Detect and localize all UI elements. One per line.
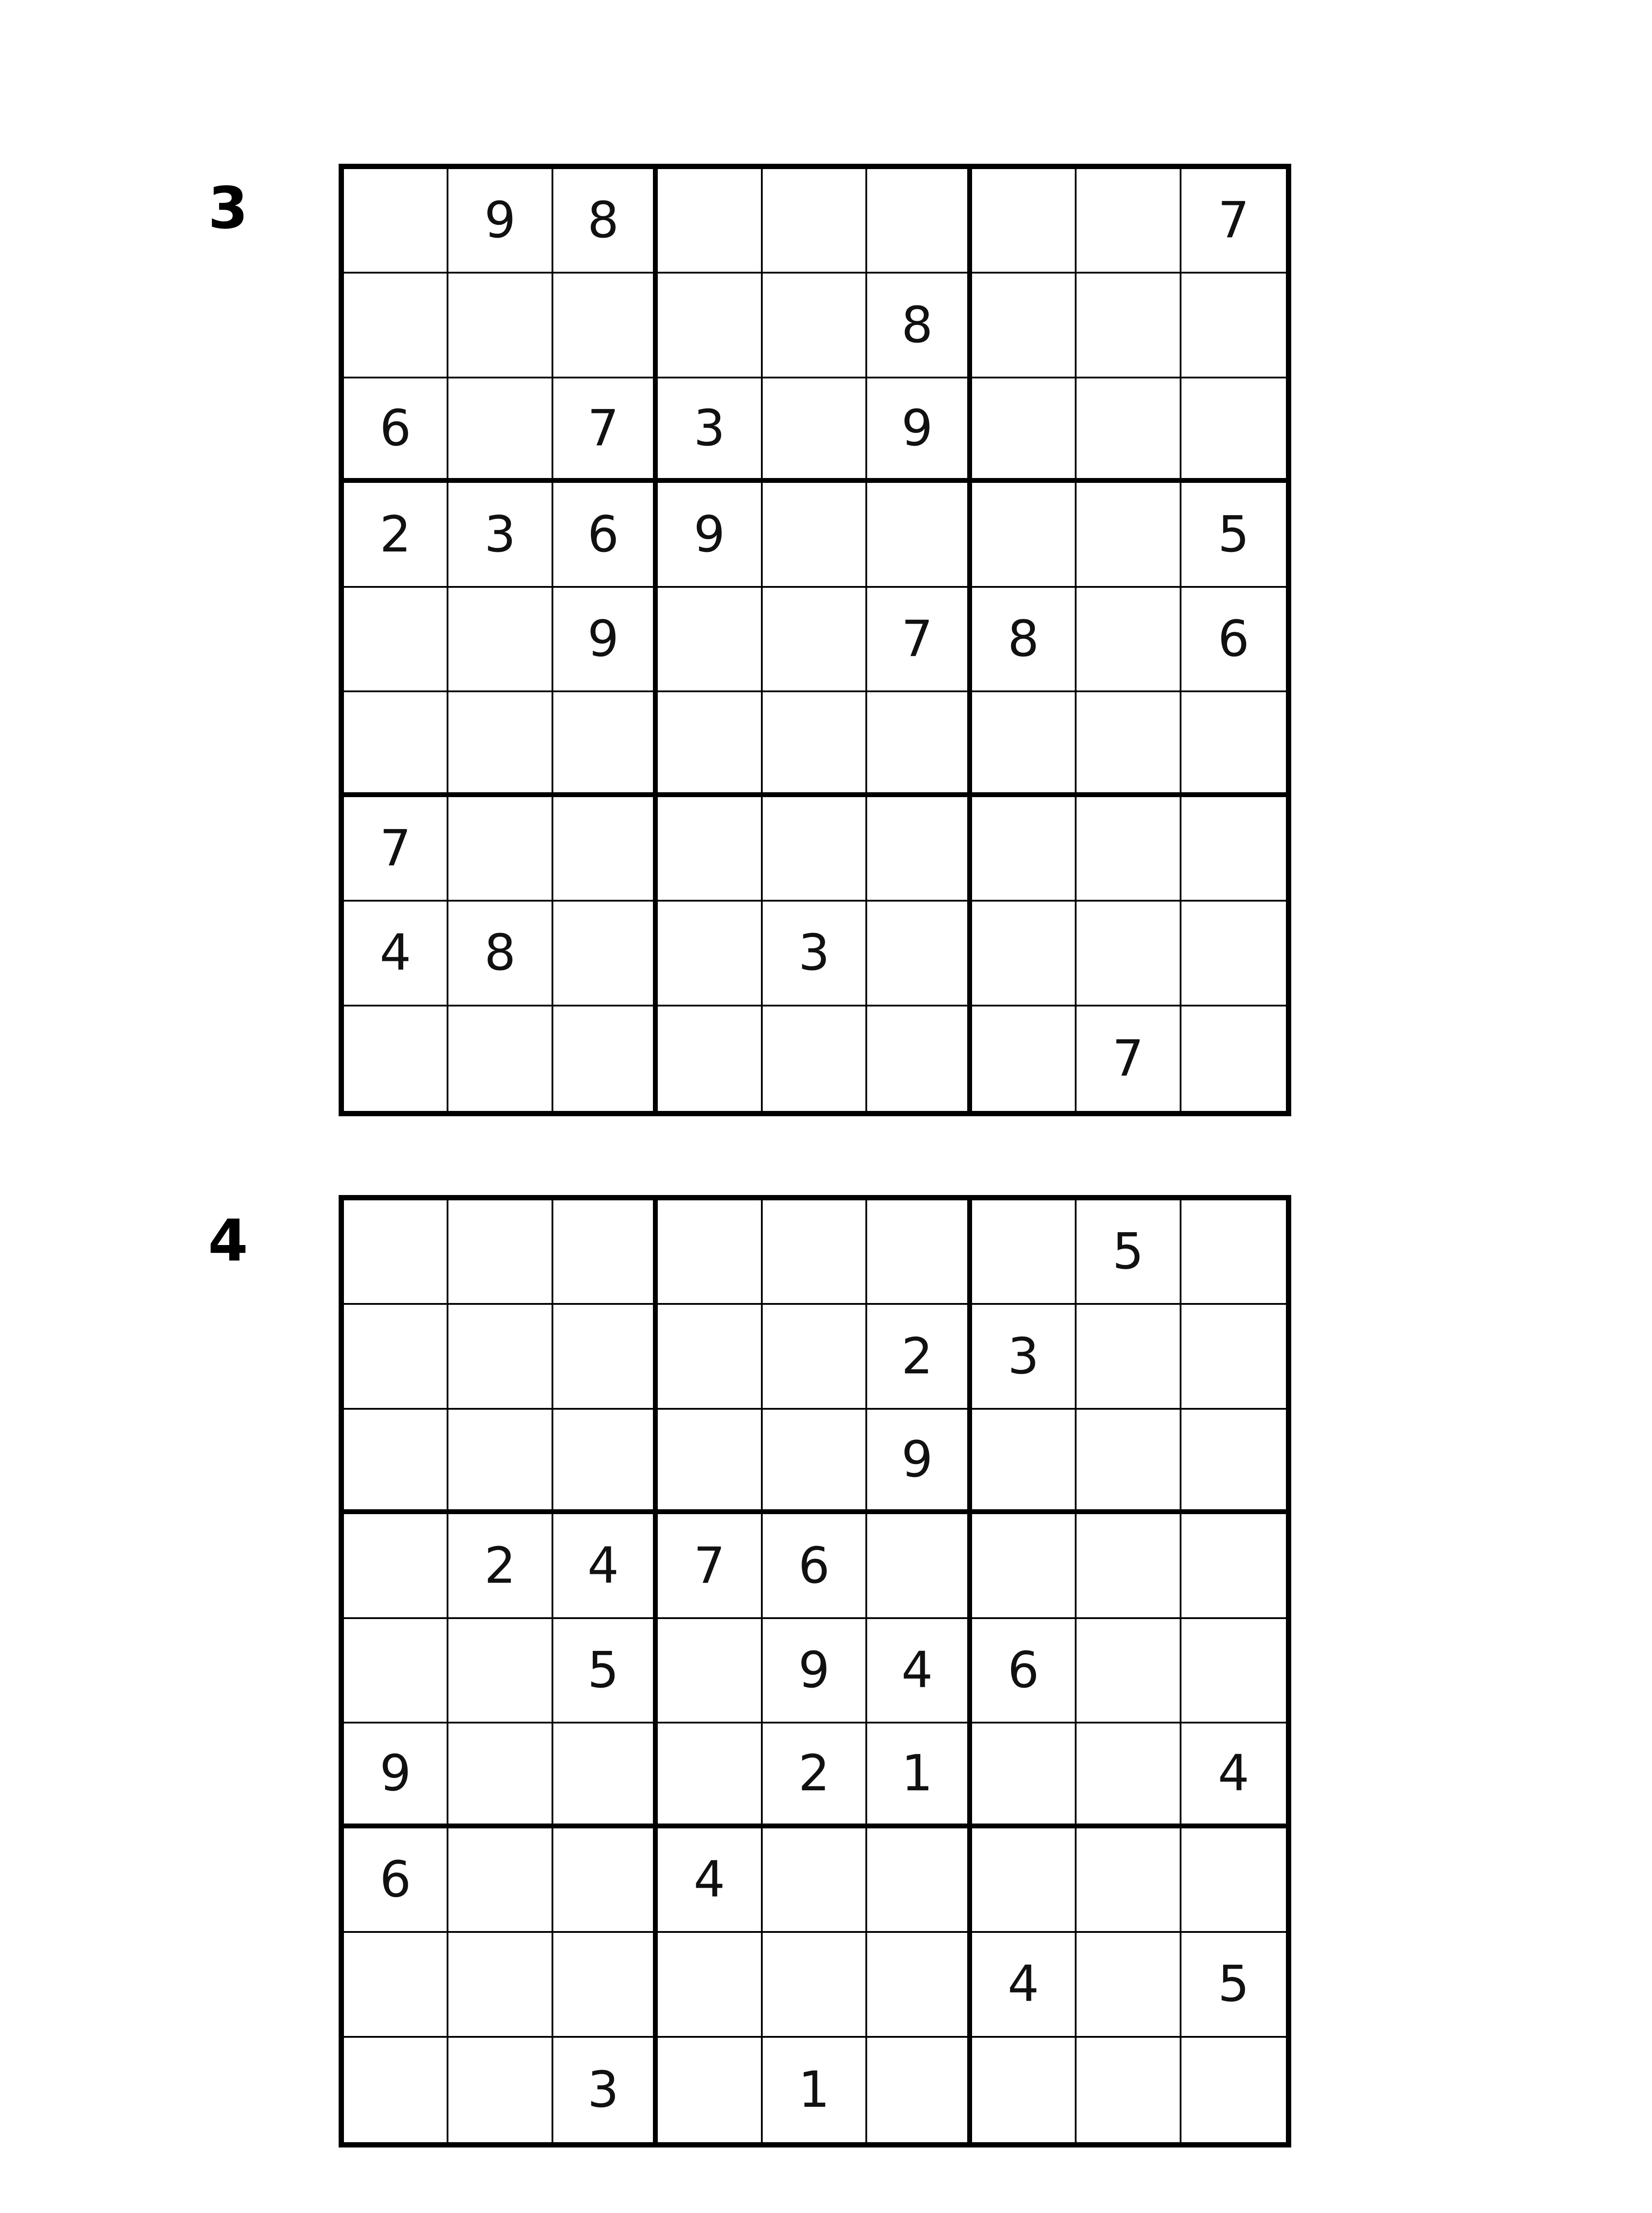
sudoku-cell	[344, 169, 448, 274]
sudoku-cell	[658, 1200, 762, 1305]
sudoku-cell	[1077, 1514, 1181, 1619]
sudoku-cell	[344, 2038, 448, 2142]
sudoku-cell	[867, 1514, 972, 1619]
sudoku-cell	[448, 1723, 553, 1828]
sudoku-cell	[448, 1305, 553, 1409]
sudoku-grid	[339, 164, 1291, 1116]
sudoku-cell	[763, 1410, 867, 1514]
sudoku-cell	[1077, 1619, 1181, 1723]
sudoku-cell	[658, 169, 762, 274]
sudoku-cell	[1077, 2038, 1181, 2142]
sudoku-cell: 6	[1181, 588, 1286, 692]
sudoku-cell	[344, 1933, 448, 2037]
sudoku-cell	[344, 1514, 448, 1619]
sudoku-cell: 5	[553, 1619, 658, 1723]
sudoku-cell	[1077, 1410, 1181, 1514]
sudoku-cell: 7	[867, 588, 972, 692]
sudoku-cell	[658, 692, 762, 797]
sudoku-cell	[867, 2038, 972, 2142]
sudoku-cell	[658, 1933, 762, 2037]
sudoku-cell	[344, 274, 448, 378]
sudoku-cell: 7	[344, 797, 448, 902]
sudoku-cell	[1077, 588, 1181, 692]
sudoku-cell: 2	[448, 1514, 553, 1619]
sudoku-cell: 1	[763, 2038, 867, 2142]
sudoku-cell	[448, 378, 553, 483]
sudoku-cell	[448, 1828, 553, 1933]
sudoku-cell	[1077, 1933, 1181, 2037]
sudoku-cell: 4	[553, 1514, 658, 1619]
sudoku-cell: 7	[658, 1514, 762, 1619]
sudoku-cell	[867, 1006, 972, 1111]
sudoku-cell	[1077, 797, 1181, 902]
sudoku-cell: 5	[1181, 483, 1286, 587]
sudoku-cell	[658, 274, 762, 378]
sudoku-cell	[972, 274, 1077, 378]
sudoku-cell	[553, 1828, 658, 1933]
sudoku-cell: 6	[344, 1828, 448, 1933]
sudoku-cell	[1181, 1619, 1286, 1723]
sudoku-cell	[1181, 902, 1286, 1006]
sudoku-cell	[553, 1200, 658, 1305]
sudoku-cell: 4	[344, 902, 448, 1006]
sudoku-cell	[553, 902, 658, 1006]
sudoku-cell	[344, 1006, 448, 1111]
sudoku-cell: 9	[867, 1410, 972, 1514]
sudoku-cell	[867, 1200, 972, 1305]
sudoku-cell: 9	[448, 169, 553, 274]
sudoku-cell	[658, 588, 762, 692]
sudoku-cell: 3	[658, 378, 762, 483]
sudoku-cell	[448, 588, 553, 692]
sudoku-cell	[448, 274, 553, 378]
sudoku-cell	[448, 2038, 553, 2142]
sudoku-cell	[658, 1006, 762, 1111]
sudoku-cell	[972, 1006, 1077, 1111]
sudoku-cell	[553, 274, 658, 378]
sudoku-cell	[867, 797, 972, 902]
sudoku-cell: 9	[553, 588, 658, 692]
sudoku-cell	[553, 1933, 658, 2037]
sudoku-cell	[972, 2038, 1077, 2142]
sudoku-cell: 9	[867, 378, 972, 483]
sudoku-cell	[1077, 902, 1181, 1006]
sudoku-cell	[1077, 378, 1181, 483]
sudoku-cell	[1181, 1828, 1286, 1933]
sudoku-cell	[553, 1006, 658, 1111]
sudoku-cell	[763, 169, 867, 274]
sudoku-cell	[658, 1305, 762, 1409]
sudoku-cell	[972, 797, 1077, 902]
sudoku-cell: 3	[972, 1305, 1077, 1409]
sudoku-cell	[1077, 1828, 1181, 1933]
sudoku-cell	[763, 1933, 867, 2037]
sudoku-cell: 5	[1181, 1933, 1286, 2037]
puzzle-number: 4	[208, 1207, 248, 1274]
sudoku-cell	[344, 692, 448, 797]
sudoku-cell	[1181, 797, 1286, 902]
sudoku-cell	[972, 902, 1077, 1006]
sudoku-cell	[763, 274, 867, 378]
sudoku-cell	[972, 378, 1077, 483]
sudoku-cell: 8	[448, 902, 553, 1006]
sudoku-cell	[344, 1305, 448, 1409]
sudoku-cell	[1181, 2038, 1286, 2142]
sudoku-cell	[344, 1410, 448, 1514]
sudoku-cell: 9	[658, 483, 762, 587]
sudoku-cell	[972, 169, 1077, 274]
sudoku-cell	[763, 1305, 867, 1409]
sudoku-cell	[658, 797, 762, 902]
sudoku-cell	[1077, 169, 1181, 274]
sudoku-cell	[867, 1933, 972, 2037]
sudoku-cell	[448, 1006, 553, 1111]
sudoku-cell	[972, 1514, 1077, 1619]
sudoku-cell	[867, 169, 972, 274]
sudoku-cell	[658, 1619, 762, 1723]
sudoku-cell	[1181, 378, 1286, 483]
sudoku-cell	[972, 1200, 1077, 1305]
sudoku-cell: 4	[1181, 1723, 1286, 1828]
sudoku-cell	[972, 483, 1077, 587]
sudoku-cell	[1181, 1514, 1286, 1619]
sudoku-cell	[553, 1723, 658, 1828]
sudoku-cell	[344, 1200, 448, 1305]
sudoku-cell	[763, 692, 867, 797]
sudoku-cell	[1181, 1305, 1286, 1409]
sudoku-cell	[972, 1723, 1077, 1828]
sudoku-cell	[1181, 1006, 1286, 1111]
sudoku-cell: 2	[344, 483, 448, 587]
sudoku-cell	[344, 588, 448, 692]
sudoku-cell	[1077, 692, 1181, 797]
sudoku-cell: 4	[658, 1828, 762, 1933]
sudoku-cell	[1181, 1410, 1286, 1514]
sudoku-cell	[1181, 1200, 1286, 1305]
sudoku-cell	[553, 1305, 658, 1409]
sudoku-cell: 6	[972, 1619, 1077, 1723]
sudoku-cell	[553, 797, 658, 902]
sudoku-cell	[344, 1619, 448, 1723]
sudoku-grid	[339, 1195, 1291, 2147]
sudoku-cell: 1	[867, 1723, 972, 1828]
sudoku-cell	[763, 1200, 867, 1305]
sudoku-cell: 4	[972, 1933, 1077, 2037]
sudoku-cell	[448, 692, 553, 797]
sudoku-cell: 2	[867, 1305, 972, 1409]
sudoku-cell: 7	[553, 378, 658, 483]
sudoku-cell	[1181, 692, 1286, 797]
sudoku-cell: 3	[553, 2038, 658, 2142]
sudoku-cell	[867, 902, 972, 1006]
sudoku-cell	[1077, 1305, 1181, 1409]
sudoku-cell: 5	[1077, 1200, 1181, 1305]
sudoku-cell	[972, 1828, 1077, 1933]
sudoku-cell	[448, 1200, 553, 1305]
sudoku-cell	[867, 692, 972, 797]
sudoku-cell	[1077, 483, 1181, 587]
sudoku-cell	[553, 1410, 658, 1514]
sudoku-cell	[763, 483, 867, 587]
sudoku-cell	[1181, 274, 1286, 378]
sudoku-cell: 4	[867, 1619, 972, 1723]
sudoku-cell: 8	[553, 169, 658, 274]
sudoku-cell	[972, 692, 1077, 797]
sudoku-cell: 8	[867, 274, 972, 378]
sudoku-cell	[658, 902, 762, 1006]
sudoku-cell	[763, 378, 867, 483]
sudoku-cell: 6	[763, 1514, 867, 1619]
sudoku-cell: 7	[1181, 169, 1286, 274]
sudoku-cell	[448, 1933, 553, 2037]
sudoku-cell: 6	[344, 378, 448, 483]
sudoku-cell	[1077, 274, 1181, 378]
sudoku-cell	[658, 2038, 762, 2142]
sudoku-cell	[867, 1828, 972, 1933]
sudoku-cell: 3	[448, 483, 553, 587]
sudoku-cell	[867, 483, 972, 587]
sudoku-cell: 3	[763, 902, 867, 1006]
sudoku-cell: 8	[972, 588, 1077, 692]
sudoku-cell	[763, 797, 867, 902]
sudoku-cell	[448, 797, 553, 902]
sudoku-cell: 6	[553, 483, 658, 587]
sudoku-cell: 2	[763, 1723, 867, 1828]
sudoku-cell: 9	[344, 1723, 448, 1828]
sudoku-cell: 7	[1077, 1006, 1181, 1111]
sudoku-cell	[763, 1006, 867, 1111]
sudoku-cell	[763, 1828, 867, 1933]
sudoku-cell	[658, 1410, 762, 1514]
sudoku-cell	[448, 1410, 553, 1514]
sudoku-cell	[553, 692, 658, 797]
sudoku-cell	[763, 588, 867, 692]
sudoku-cell	[972, 1410, 1077, 1514]
sudoku-cell	[658, 1723, 762, 1828]
puzzle-number: 3	[208, 174, 248, 242]
sudoku-cell	[1077, 1723, 1181, 1828]
sudoku-cell	[448, 1619, 553, 1723]
sudoku-cell: 9	[763, 1619, 867, 1723]
